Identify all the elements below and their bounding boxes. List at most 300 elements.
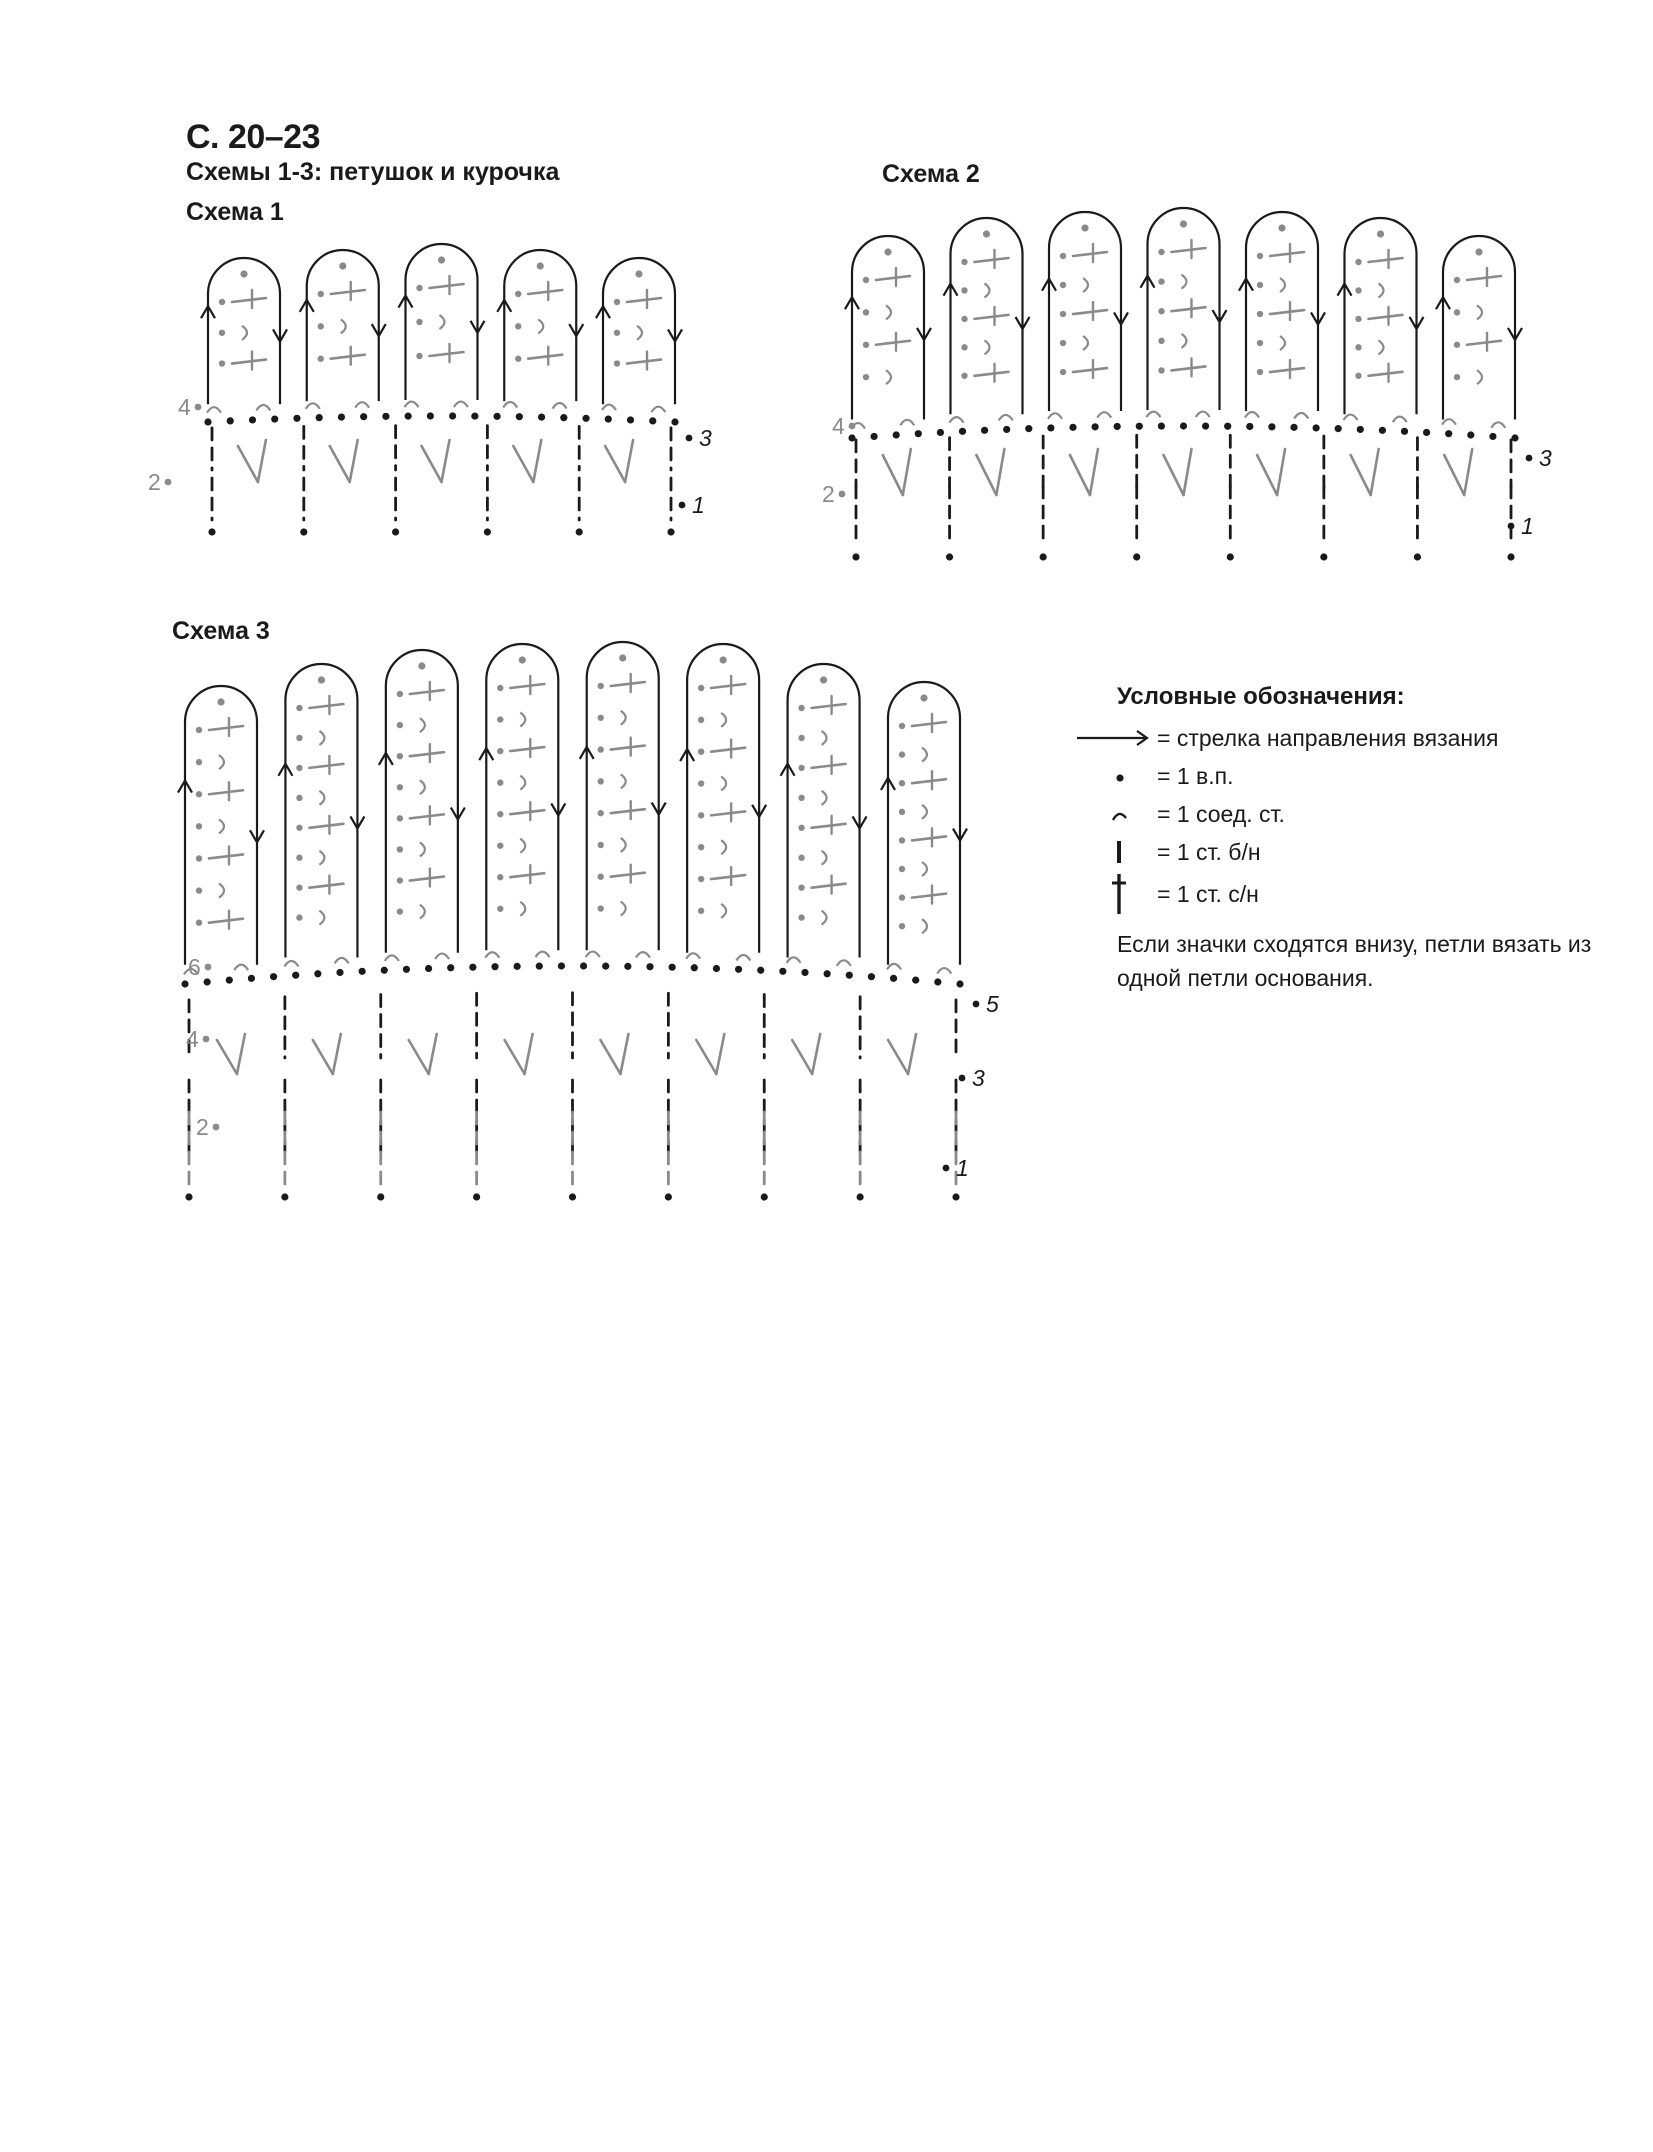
double-crochet-mark [912, 722, 946, 726]
slip-stitch-mark [922, 919, 927, 933]
chain-dot [698, 812, 704, 818]
chain-dot-icon [1075, 757, 1157, 795]
chain-dot [863, 342, 869, 348]
chain-dot [961, 316, 967, 322]
scheme-1-diagram [148, 244, 712, 536]
chain-dot [558, 962, 565, 969]
double-crochet-mark [232, 298, 266, 302]
slip-stitch-mark [219, 755, 224, 769]
chain-dot [397, 722, 403, 728]
slip-stitch-mark [822, 791, 827, 805]
chain-dot [397, 877, 403, 883]
chain-dot [491, 963, 498, 970]
chain-dot [300, 528, 307, 535]
petal [680, 644, 766, 953]
single-crochet-mark [442, 440, 450, 482]
slip-stitch-mark [985, 340, 990, 354]
chain-dot [899, 923, 905, 929]
chain-dot [497, 811, 503, 817]
chain-dot [469, 964, 476, 971]
chain-dot [339, 262, 346, 269]
slip-stitch-mark [1280, 336, 1285, 350]
chain-dot [614, 330, 620, 336]
single-crochet-mark [996, 449, 1004, 495]
chain-dot [1454, 342, 1460, 348]
petal-outline [852, 236, 924, 420]
chain-dot [713, 965, 720, 972]
chain-dot [217, 698, 224, 705]
slip-stitch-mark [1083, 336, 1088, 350]
chain-dot [1025, 425, 1032, 432]
double-crochet-mark [812, 824, 846, 828]
chain-dot [213, 1124, 220, 1131]
single-crochet-mark [422, 446, 442, 482]
chain-dot [1445, 430, 1452, 437]
legend-item-arrow [1075, 719, 1635, 757]
chain-dot [1040, 553, 1047, 560]
slip-stitch-mark [621, 774, 626, 788]
slip-stitch-mark [207, 407, 221, 413]
chain-dot [961, 287, 967, 293]
double-crochet-mark [430, 284, 464, 288]
chain-dot [698, 908, 704, 914]
single-crochet-mark [792, 1040, 812, 1074]
chain-dot [403, 966, 410, 973]
double-crochet-mark [627, 360, 661, 364]
legend-item-sc-text: = 1 ст. б/н [1157, 838, 1261, 865]
single-crochet-mark [716, 1034, 724, 1074]
chain-dot [852, 553, 859, 560]
chain-dot [943, 1165, 950, 1172]
chain-dot [240, 270, 247, 277]
chain-dot [1355, 259, 1361, 265]
single-crochet-mark [1464, 449, 1472, 495]
legend-item-slip-text: = 1 соед. ст. [1157, 800, 1285, 827]
chain-dot [270, 973, 277, 980]
slip-stitch-mark [721, 713, 726, 727]
chain-dot [447, 964, 454, 971]
slip-stitch-mark [341, 319, 346, 333]
chain-dot [1507, 553, 1514, 560]
double-crochet-mark [975, 315, 1009, 319]
double-crochet-mark [711, 748, 745, 752]
chain-dot [515, 323, 521, 329]
chain-dot [1257, 253, 1263, 259]
slip-stitch-mark [721, 840, 726, 854]
chain-dot [196, 887, 202, 893]
slip-stitch-mark [319, 911, 324, 925]
chain-dot [296, 855, 302, 861]
petal-outline [307, 250, 379, 401]
petal [1141, 208, 1227, 410]
double-crochet-mark [1270, 368, 1304, 372]
chain-dot [397, 846, 403, 852]
chain-dot [392, 528, 399, 535]
chain-dot [691, 964, 698, 971]
slip-stitch-mark [602, 405, 616, 411]
slip-stitch-mark [536, 952, 550, 958]
chain-dot [1357, 426, 1364, 433]
chain-dot [296, 765, 302, 771]
chain-dot [484, 528, 491, 535]
row-number-right: 1 [956, 1155, 969, 1181]
chain-dot [598, 842, 604, 848]
double-crochet-mark [912, 779, 946, 783]
slip-stitch-mark [1344, 415, 1358, 421]
slip-stitch-mark [621, 838, 626, 852]
chain-dot [338, 414, 345, 421]
chain-dot [598, 683, 604, 689]
chain-dot [1158, 249, 1164, 255]
slip-stitch-mark [922, 862, 927, 876]
double-crochet-mark [331, 290, 365, 294]
chain-dot [1355, 344, 1361, 350]
petal [178, 686, 264, 965]
chain-dot [1511, 434, 1518, 441]
double-crochet-mark [1467, 276, 1501, 280]
chain-dot [915, 430, 922, 437]
single-crochet-mark [1070, 455, 1090, 495]
chain-dot [196, 855, 202, 861]
chain-dot [1268, 423, 1275, 430]
slip-stitch-mark [1245, 412, 1259, 418]
chain-dot [296, 884, 302, 890]
slip-stitch-mark [520, 839, 525, 853]
slip-stitch-mark [1147, 412, 1161, 418]
chain-dot [1060, 340, 1066, 346]
chain-dot [698, 748, 704, 754]
slip-stitch-mark [736, 955, 750, 961]
single-crochet-mark [330, 446, 350, 482]
chain-dot [899, 837, 905, 843]
chain-dot [686, 435, 693, 442]
slip-stitch-icon [1075, 795, 1157, 833]
chain-dot [1526, 455, 1533, 462]
slip-stitch-mark [385, 955, 399, 961]
single-crochet-mark [1257, 455, 1277, 495]
chain-dot [1060, 369, 1066, 375]
chain-dot [959, 1075, 966, 1082]
chain-dot [359, 968, 366, 975]
chain-dot [397, 753, 403, 759]
double-crochet-mark [611, 746, 645, 750]
chain-dot [961, 259, 967, 265]
chain-dot [416, 353, 422, 359]
chain-dot [779, 968, 786, 975]
scheme-3-diagram [178, 642, 999, 1201]
chain-dot [165, 479, 172, 486]
chain-dot [316, 414, 323, 421]
slip-stitch-mark [1393, 417, 1407, 423]
slip-stitch-mark [1477, 305, 1482, 319]
chain-dot [798, 765, 804, 771]
chain-dot [839, 491, 846, 498]
slip-stitch-mark [1491, 422, 1505, 428]
chain-dot [1355, 316, 1361, 322]
slip-stitch-mark [319, 731, 324, 745]
chain-dot [598, 874, 604, 880]
chain-dot [598, 746, 604, 752]
chain-dot [1355, 373, 1361, 379]
single-crochet-mark [976, 455, 996, 495]
single-crochet-mark [409, 1040, 429, 1074]
petal [1436, 236, 1522, 420]
slip-stitch-mark [538, 319, 543, 333]
petal-outline [1443, 236, 1515, 420]
slip-stitch-mark [520, 776, 525, 790]
chain-dot [899, 894, 905, 900]
legend [1075, 683, 1635, 995]
chain-dot [798, 705, 804, 711]
chain-dot [1133, 553, 1140, 560]
chain-dot [1257, 340, 1263, 346]
double-crochet-mark [510, 810, 544, 814]
chain-dot [582, 415, 589, 422]
double-crochet-mark [410, 752, 444, 756]
slip-stitch-mark [999, 415, 1013, 421]
single-crochet-mark [533, 440, 541, 482]
slip-stitch-mark [405, 402, 419, 408]
chain-dot [1114, 423, 1121, 430]
chain-dot [1257, 369, 1263, 375]
chain-dot [863, 277, 869, 283]
double-crochet-mark [611, 682, 645, 686]
single-crochet-mark [350, 440, 358, 482]
double-crochet-mark [812, 764, 846, 768]
chain-dot [698, 717, 704, 723]
petal [300, 250, 386, 401]
slip-stitch-mark [886, 305, 891, 319]
single-crochet-mark [1277, 449, 1285, 495]
chain-dot [248, 975, 255, 982]
chain-dot [899, 751, 905, 757]
petal [479, 644, 565, 950]
slip-stitch-mark [950, 417, 964, 423]
double-crochet-mark [812, 704, 846, 708]
chain-dot [720, 656, 727, 663]
double-crochet-mark [1270, 310, 1304, 314]
petal [596, 258, 682, 404]
petal [1338, 218, 1424, 414]
single-crochet-mark [1164, 455, 1184, 495]
double-crochet-mark [876, 276, 910, 280]
single-crochet-mark [237, 1034, 245, 1074]
chain-dot [249, 416, 256, 423]
chain-dot [397, 691, 403, 697]
slip-stitch-mark [284, 961, 298, 967]
double-crochet-mark [1270, 252, 1304, 256]
chain-dot [667, 528, 674, 535]
slip-stitch-mark [1294, 413, 1308, 419]
chain-dot [1158, 367, 1164, 373]
double-crochet-mark [711, 811, 745, 815]
chain-dot [1136, 423, 1143, 430]
chain-dot [336, 969, 343, 976]
chain-dot [397, 908, 403, 914]
petal [278, 664, 364, 958]
double-crochet-mark [232, 360, 266, 364]
single-crochet-mark [696, 1040, 716, 1074]
chain-dot [293, 415, 300, 422]
chain-dot [899, 723, 905, 729]
chain-dot [1467, 431, 1474, 438]
chain-dot [952, 1193, 959, 1200]
chain-dot [1290, 424, 1297, 431]
chain-dot [614, 299, 620, 305]
chain-dot [318, 356, 324, 362]
double-crochet-mark [510, 747, 544, 751]
slip-stitch-mark [922, 748, 927, 762]
chain-dot [1180, 422, 1187, 429]
petal-outline [951, 218, 1023, 414]
chain-dot [204, 978, 211, 985]
chain-dot [884, 248, 891, 255]
slip-stitch-mark [355, 402, 369, 408]
chain-dot [1508, 523, 1515, 530]
row-number-right: 3 [972, 1065, 985, 1091]
double-crochet-mark [209, 726, 243, 730]
legend-item-dc-text: = 1 ст. с/н [1157, 880, 1259, 907]
chain-dot [1355, 287, 1361, 293]
single-crochet-mark [883, 455, 903, 495]
chain-dot [912, 977, 919, 984]
slip-stitch-mark [520, 713, 525, 727]
scheme-2-diagram [822, 208, 1552, 561]
row-number-right: 1 [1521, 513, 1534, 539]
slip-stitch-mark [686, 953, 700, 959]
chain-dot [605, 415, 612, 422]
chain-dot [934, 978, 941, 985]
chain-dot [560, 414, 567, 421]
legend-item-arrow-text: = стрелка направления вязания [1157, 724, 1499, 751]
slip-stitch-mark [503, 402, 517, 408]
double-crochet-mark [812, 884, 846, 888]
chain-dot [1414, 553, 1421, 560]
chain-dot [1423, 429, 1430, 436]
chain-dot [1180, 220, 1187, 227]
slip-stitch-mark [1280, 278, 1285, 292]
slip-stitch-mark [900, 420, 914, 426]
chain-dot [1158, 338, 1164, 344]
slip-stitch-mark [636, 952, 650, 958]
chain-dot [397, 784, 403, 790]
slip-stitch-mark [306, 403, 320, 409]
chain-dot [360, 413, 367, 420]
legend-note: Если значки сходятся внизу, петли вязать из одной петли основания. [1117, 931, 1592, 991]
chain-dot [857, 1193, 864, 1200]
chain-dot [893, 431, 900, 438]
chain-dot [624, 963, 631, 970]
double-crochet-mark [627, 298, 661, 302]
slip-stitch-mark [1379, 283, 1384, 297]
chain-dot [627, 416, 634, 423]
slip-stitch-mark [520, 902, 525, 916]
scheme-1-title: Схема 1 [186, 198, 284, 226]
chain-dot [1320, 553, 1327, 560]
chain-dot [798, 735, 804, 741]
chain-dot [698, 780, 704, 786]
single-crochet-mark [333, 1034, 341, 1074]
row-number-left: 4 [186, 1026, 199, 1052]
chain-dot [208, 528, 215, 535]
petal [379, 650, 465, 953]
chain-dot [204, 418, 211, 425]
chain-dot [219, 299, 225, 305]
chain-dot [219, 330, 225, 336]
slip-stitch-mark [485, 952, 499, 958]
chain-dot [899, 780, 905, 786]
double-crochet-mark [510, 684, 544, 688]
chain-dot [1379, 427, 1386, 434]
slip-stitch-mark [1477, 370, 1482, 384]
chain-dot [646, 963, 653, 970]
chain-dot [1158, 422, 1165, 429]
petal-outline [1345, 218, 1417, 414]
slip-stitch-mark [219, 884, 224, 898]
chain-dot [824, 970, 831, 977]
chain-dot [1158, 278, 1164, 284]
chain-dot [798, 825, 804, 831]
slip-stitch-mark [420, 780, 425, 794]
slip-stitch-mark [637, 326, 642, 340]
chain-dot [1454, 277, 1460, 283]
chain-dot [961, 373, 967, 379]
legend-title: Условные обозначения: [1117, 683, 1405, 710]
chain-dot [635, 270, 642, 277]
chain-dot [1454, 309, 1460, 315]
petal [1042, 212, 1128, 411]
double-crochet-mark [1073, 310, 1107, 314]
double-crochet-mark [209, 790, 243, 794]
chain-dot [438, 256, 445, 263]
petal [201, 258, 287, 404]
slip-stitch-mark [922, 805, 927, 819]
slip-stitch-mark [1083, 278, 1088, 292]
single-crochet-mark [600, 1040, 620, 1074]
chain-dot [497, 779, 503, 785]
chain-dot [493, 413, 500, 420]
double-crochet-mark [410, 877, 444, 881]
double-crochet-mark [410, 690, 444, 694]
chain-dot [382, 413, 389, 420]
double-crochet-mark [209, 854, 243, 858]
single-crochet-mark [605, 446, 625, 482]
legend-item-slip [1075, 795, 1635, 833]
slip-stitch-mark [937, 968, 951, 974]
single-crochet-mark [908, 1034, 916, 1074]
petal [1239, 212, 1325, 411]
row-number-right: 5 [986, 991, 999, 1017]
slip-stitch-mark [621, 902, 626, 916]
chain-dot [598, 715, 604, 721]
chain-dot [798, 914, 804, 920]
double-crochet-mark [309, 884, 343, 888]
chain-dot [1224, 423, 1231, 430]
single-crochet-mark [217, 1040, 237, 1074]
petal [845, 236, 931, 420]
double-crochet-mark [912, 836, 946, 840]
chain-dot [698, 685, 704, 691]
chain-dot [515, 356, 521, 362]
chain-dot [296, 914, 302, 920]
chain-dot [195, 404, 202, 411]
double-crochet-mark [430, 352, 464, 356]
chain-dot [959, 428, 966, 435]
double-crochet-mark [611, 809, 645, 813]
chain-dot [649, 417, 656, 424]
scheme-3-title: Схема 3 [172, 617, 270, 645]
chain-dot [497, 685, 503, 691]
